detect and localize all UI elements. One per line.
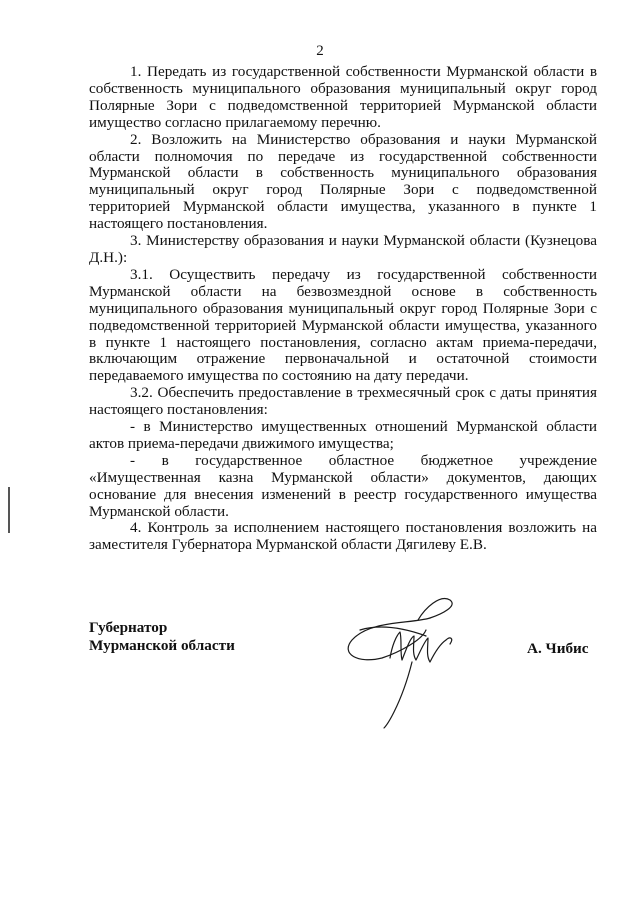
page-number: 2: [316, 43, 324, 59]
signatory-title: [89, 619, 235, 655]
signatory-name: А. Чибис: [527, 640, 589, 657]
paragraph-1: 1. Передать из государственной собственности Мурманской области в собственность муниципального образования муниципальный округ город Полярные Зори с подведомственной территорией Мурманской области имущество согласно прилагаемому перечню.: [89, 63, 597, 131]
signatory-title-line-1: Губернатор: [89, 619, 168, 636]
handwritten-signature: [330, 580, 480, 730]
paragraph-3: 3. Министерству образования и науки Мурманской области (Кузнецова Д.Н.):: [89, 232, 597, 266]
signatory-title-line-2: Мурманской области: [89, 637, 235, 654]
paragraph-3-2: 3.2. Обеспечить предоставление в трехмесячный срок с даты принятия настоящего постановления:: [89, 384, 597, 419]
paragraph-3-2-item-2: - в государственное областное бюджетное учреждение «Имущественная казна Мурманской области» документов, дающих основание для внесения изменений в реестр государственного имущества Мурманской области.: [89, 451, 597, 520]
paragraph-3-1: 3.1. Осуществить передачу из государственной собственности Мурманской области на безвозмездной основе в собственность муниципального образования муниципальный округ город Полярные Зори с подведомственной территорией Мурманской области имущества, указанного в пункте 1 настоящего постановления, согласно актам приема-передачи, включающим отражение первоначальной и остаточной стоимости передаваемого имущества по состоянию на дату передачи.: [89, 265, 597, 385]
paragraph-4: 4. Контроль за исполнением настоящего постановления возложить на заместителя Губернатора Мурманской области Дягилеву Е.В.: [89, 519, 597, 554]
paragraph-3-2-item-1: - в Министерство имущественных отношений Мурманской области актов приема-передачи движимого имущества;: [89, 418, 597, 452]
document-body: [89, 64, 597, 554]
paragraph-2: 2. Возложить на Министерство образования и науки Мурманской области полномочия по передаче из государственной собственности Мурманской области в собственность муниципального образования муниципальный округ город Полярные Зори с подведомственной территорией Мурманской области имущества, указанного в пункте 1 настоящего постановления.: [89, 130, 597, 233]
margin-mark: [8, 487, 10, 533]
